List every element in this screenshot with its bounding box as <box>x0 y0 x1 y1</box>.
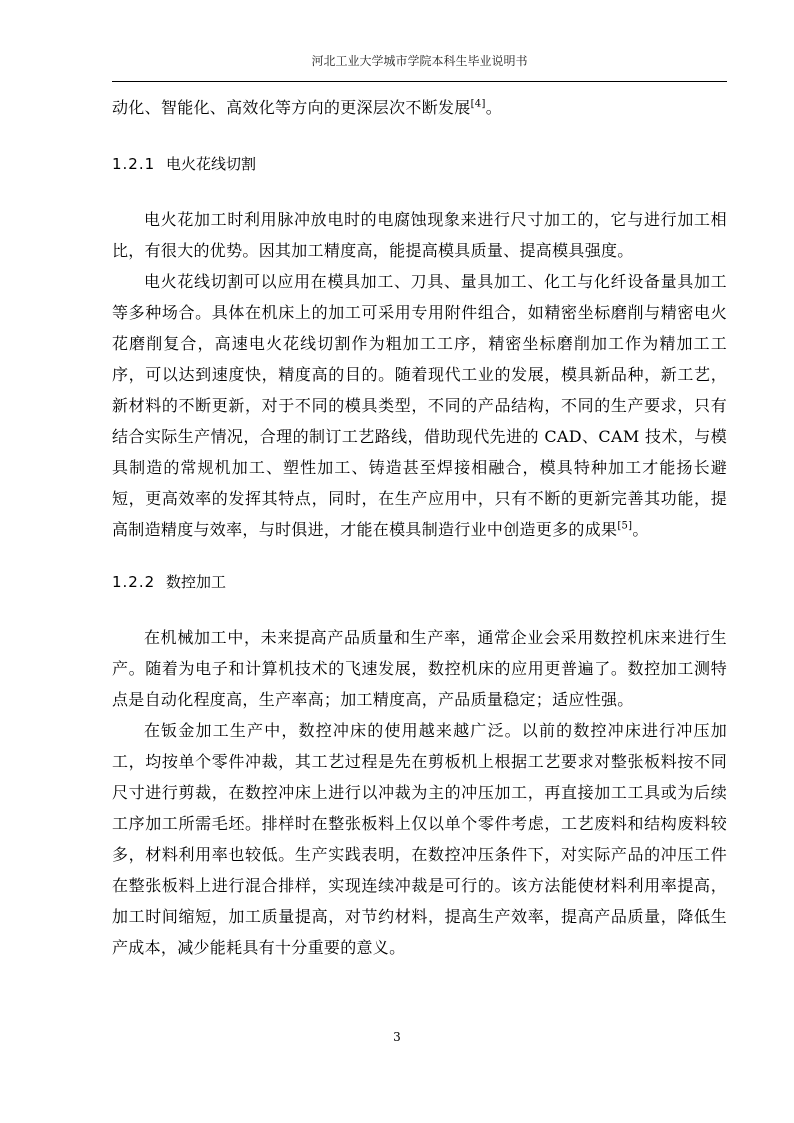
citation-ref: [4] <box>470 98 486 110</box>
citation-ref: [5] <box>617 520 633 532</box>
paragraph-text: 在钣金加工生产中，数控冲床的使用越来越广泛。以前的数控冲床进行冲压加工，均按单个零件冲裁，其工艺过程是先在剪板机上根据工艺要求对整张板料按不同尺寸进行剪裁，在数控冲床上进行以冲裁为主的冲压加工，再直接加工工具或为后续工序加工所需毛坯。排样时在整张板料上仅以单个零件考虑，工艺废料和结构废料较多，材料利用率也较低。生产实践表明，在数控冲压条件下，对实际产品的冲压工件在整张板料上进行混合排样，实现连续冲裁是可行的。该方法能使材料利用率提高，加工时间缩短，加工质量提高，对节约材料，提高生产效率，提高产品质量，降低生产成本，减少能耗具有十分重要的意义。 <box>112 721 727 957</box>
paragraph <box>112 266 727 545</box>
intro-end: 。 <box>485 98 502 117</box>
section-title: 电火花线切割 <box>166 155 257 173</box>
paragraph-text: 电火花加工时利用脉冲放电时的电腐蚀现象来进行尺寸加工的，它与进行加工相比，有很大的优势。因其加工精度高，能提高模具质量、提高模具强度。 <box>112 210 727 260</box>
section-heading-1-2-1 <box>112 149 727 180</box>
paragraph-end: 。 <box>632 520 649 539</box>
intro-paragraph <box>112 92 727 123</box>
page-number: 3 <box>393 1030 401 1044</box>
intro-text: 动化、智能化、高效化等方向的更深层次不断发展 <box>112 98 471 117</box>
section-heading-1-2-2 <box>112 567 727 598</box>
section-title: 数控加工 <box>166 573 227 591</box>
paragraph <box>112 715 727 963</box>
header-rule <box>112 81 727 82</box>
paragraph <box>112 622 727 715</box>
section-number: 1.2.1 <box>112 155 156 173</box>
paragraph-text: 电火花线切割可以应用在模具加工、刀具、量具加工、化工与化纤设备量具加工等多种场合。具体在机床上的加工可采用专用附件组合，如精密坐标磨削与精密电火花磨削复合，高速电火花线切割作为粗加工工序，精密坐标磨削加工作为精加工工序，可以达到速度快，精度高的目的。随着现代工业的发展，模具新品种，新工艺，新材料的不断更新，对于不同的模具类型，不同的产品结构，不同的生产要求，只有结合实际生产情况，合理的制订工艺路线，借助现代先进的 CAD、CAM 技术，与模具制造的常规机加工、塑性加工、铸造甚至焊接相融合，模具特种加工才能扬长避短，更高效率的发挥其特点，同时，在生产应用中，只有不断的更新完善其功能，提高制造精度与效率，与时俱进，才能在模具制造行业中创造更多的成果 <box>112 272 727 539</box>
section-number: 1.2.2 <box>112 573 156 591</box>
paragraph-text: 在机械加工中，未来提高产品质量和生产率，通常企业会采用数控机床来进行生产。随着为电子和计算机技术的飞速发展，数控机床的应用更普遍了。数控加工测特点是自动化程度高，生产率高；加工精度高，产品质量稳定；适应性强。 <box>112 628 727 709</box>
paragraph <box>112 204 727 266</box>
running-header: 河北工业大学城市学院本科生毕业说明书 <box>311 54 528 68</box>
document-body <box>112 92 727 963</box>
